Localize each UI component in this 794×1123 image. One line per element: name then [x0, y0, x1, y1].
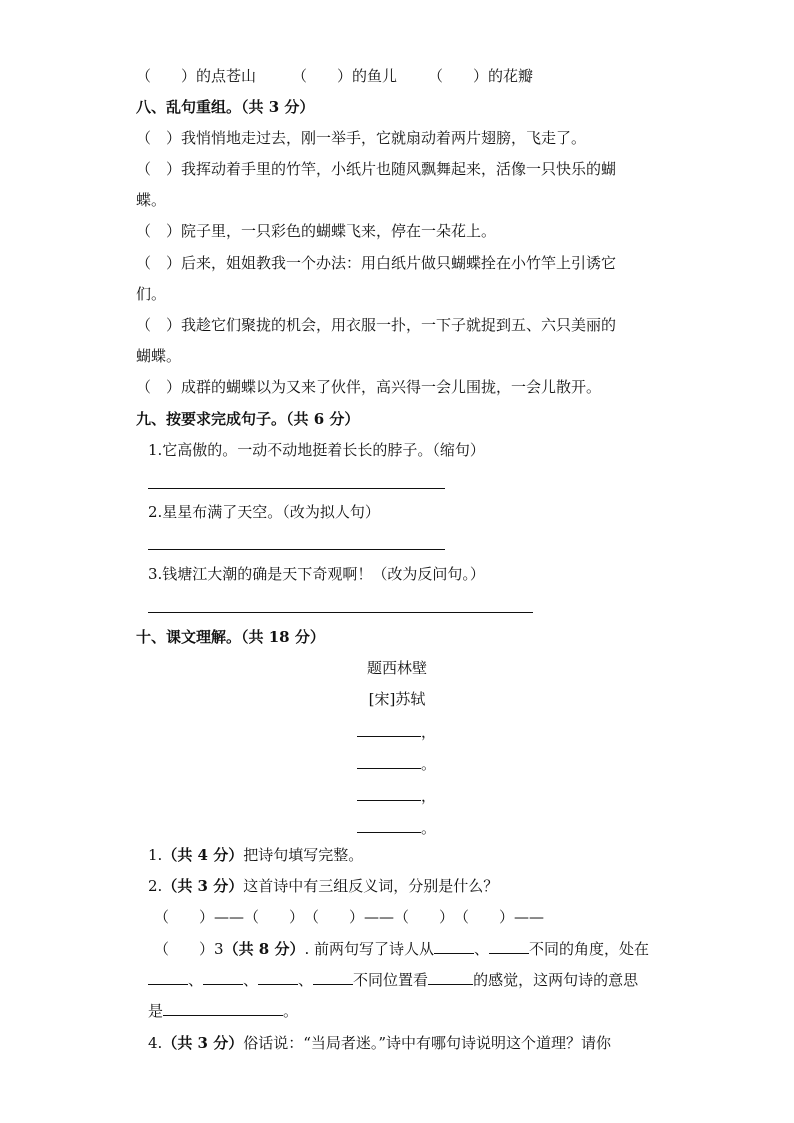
- section-9-title: 九、按要求完成句子。（共 6 分）: [136, 410, 360, 428]
- reorder-line-2-cont: 蝶。: [136, 191, 167, 209]
- separator: 、: [474, 940, 490, 958]
- poem-line-1[interactable]: [357, 722, 436, 742]
- question-number: 2.: [148, 877, 163, 895]
- poem-punct-2: 。: [421, 755, 437, 773]
- poem-blank-1[interactable]: [357, 722, 421, 737]
- sentence-question-1: 1.它高傲的。一动不动地挺着长长的脖子。（缩句）: [148, 441, 485, 459]
- question-number: 3: [214, 940, 224, 958]
- reorder-line-4-cont: 们。: [136, 285, 167, 303]
- separator: 、: [188, 971, 204, 989]
- question-text: 不同位置看: [353, 971, 429, 989]
- question-text: 这首诗中有三组反义词，分别是什么？: [243, 877, 499, 895]
- poem-question-3-line-1: [154, 939, 649, 959]
- poem-blank-3[interactable]: [357, 786, 421, 801]
- question-text: 把诗句填写完整。: [243, 846, 364, 864]
- poem-blank-2[interactable]: [357, 754, 421, 769]
- reorder-line-5: （ ）我趁它们聚拢的机会，用衣服一扑，一下子就捉到五、六只美丽的: [136, 316, 617, 334]
- answer-blank[interactable]: [258, 970, 298, 985]
- question-text: 的感觉，这两句诗的意思: [473, 971, 639, 989]
- poem-question-1: [148, 845, 363, 865]
- poem-blank-4[interactable]: [357, 818, 421, 833]
- question-text: . 前两句写了诗人从: [304, 940, 434, 958]
- poem-question-3-line-3: [148, 1001, 298, 1021]
- question-text: 不同的角度，处在: [529, 940, 650, 958]
- antonym-pair-tail[interactable]: （ ）: [154, 940, 215, 958]
- reorder-line-6: （ ）成群的蝴蝶以为又来了伙伴，高兴得一会儿围拢，一会儿散开。: [136, 378, 602, 396]
- poem-question-3-line-2: [148, 970, 638, 990]
- sentence-question-2: 2.星星布满了天空。（改为拟人句）: [148, 503, 380, 521]
- question-score: （共 8 分）: [223, 940, 305, 958]
- separator: 。: [283, 1002, 299, 1020]
- fill-item-2: （ ）的鱼儿: [292, 67, 398, 85]
- poem-punct-4: 。: [421, 819, 437, 837]
- reorder-line-3: （ ）院子里，一只彩色的蝴蝶飞来，停在一朵花上。: [136, 222, 497, 240]
- question-text: 俗话说：“当局者迷。”诗中有哪句诗说明这个道理？请你: [243, 1034, 612, 1052]
- question-number: 4.: [148, 1034, 163, 1052]
- antonym-pairs[interactable]: （ ）——（ ） （ ）——（ ） （ ）——: [154, 908, 545, 926]
- answer-blank[interactable]: [148, 970, 188, 985]
- poem-question-2: [148, 876, 498, 896]
- answer-blank[interactable]: [203, 970, 243, 985]
- question-text: 是: [148, 1002, 164, 1020]
- separator: 、: [298, 971, 314, 989]
- poem-author: [宋]苏轼: [368, 690, 426, 708]
- answer-blank[interactable]: [428, 970, 473, 985]
- answer-blank[interactable]: [489, 939, 529, 954]
- answer-line-3[interactable]: [148, 612, 533, 613]
- poem-question-4: [148, 1033, 611, 1053]
- fill-item-1: （ ）的点苍山: [136, 67, 257, 85]
- poem-line-4[interactable]: [357, 818, 436, 838]
- reorder-line-5-cont: 蝴蝶。: [136, 347, 182, 365]
- reorder-line-4: （ ）后来，姐姐教我一个办法：用白纸片做只蝴蝶拴在小竹竿上引诱它: [136, 254, 617, 272]
- question-score: （共 3 分）: [162, 1034, 244, 1052]
- question-number: 1.: [148, 846, 163, 864]
- reorder-line-1: （ ）我悄悄地走过去，刚一举手，它就扇动着两片翅膀，飞走了。: [136, 129, 587, 147]
- poem-punct-3: ，: [421, 787, 437, 805]
- fill-item-3: （ ）的花瓣: [428, 67, 534, 85]
- poem-line-3[interactable]: [357, 786, 436, 806]
- poem-title: 题西林壁: [366, 659, 427, 677]
- poem-line-2[interactable]: [357, 754, 436, 774]
- answer-line-1[interactable]: [148, 488, 445, 489]
- sentence-question-3: 3.钱塘江大潮的确是天下奇观啊！（改为反问句。）: [148, 565, 485, 583]
- answer-blank[interactable]: [313, 970, 353, 985]
- answer-blank[interactable]: [163, 1001, 283, 1016]
- question-score: （共 3 分）: [162, 877, 244, 895]
- poem-punct-1: ，: [421, 723, 437, 741]
- reorder-line-2: （ ）我挥动着手里的竹竿，小纸片也随风飘舞起来，活像一只快乐的蝴: [136, 160, 617, 178]
- section-10-title: 十、课文理解。（共 18 分）: [136, 628, 325, 646]
- question-score: （共 4 分）: [162, 846, 244, 864]
- answer-line-2[interactable]: [148, 549, 445, 550]
- separator: 、: [243, 971, 259, 989]
- section-8-title: 八、乱句重组。（共 3 分）: [136, 98, 315, 116]
- answer-blank[interactable]: [434, 939, 474, 954]
